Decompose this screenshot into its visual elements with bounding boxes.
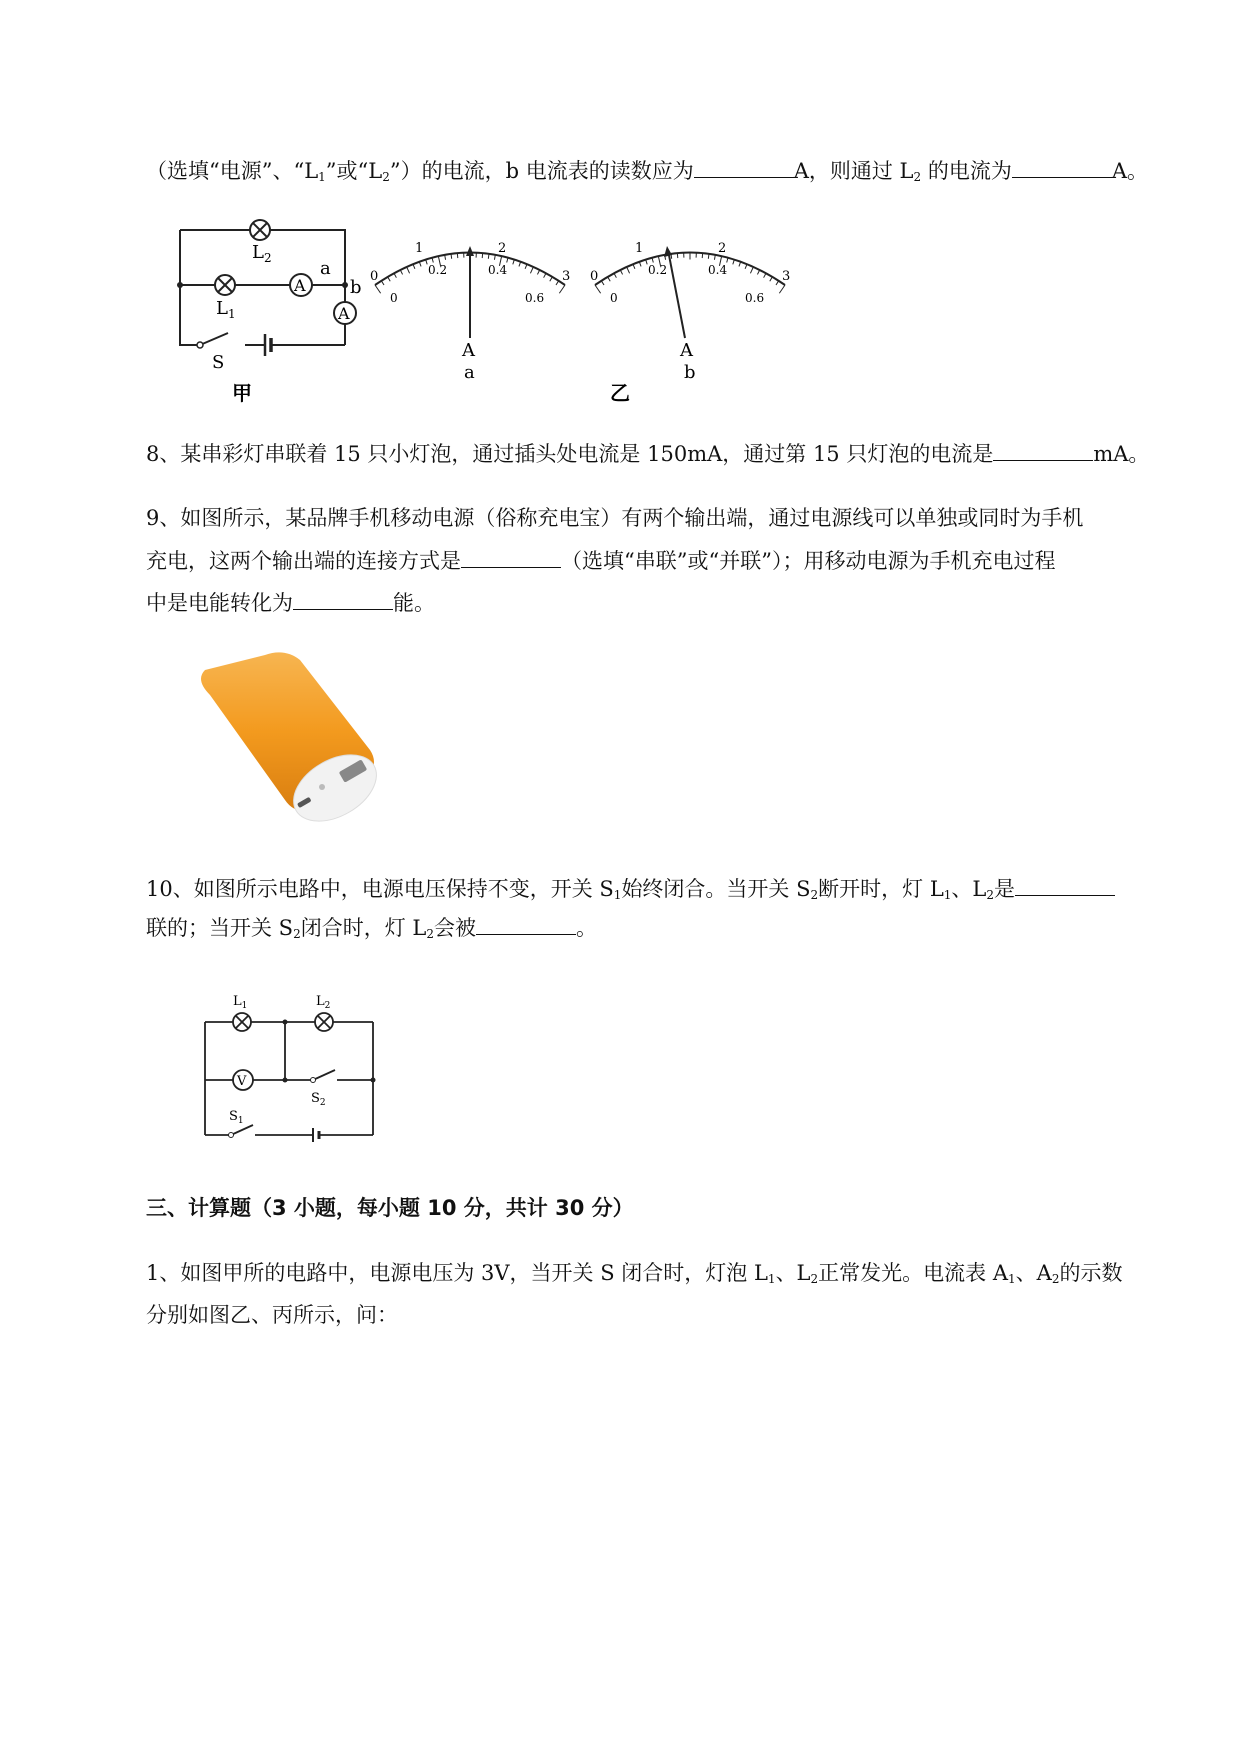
- dial-tick: [388, 277, 391, 281]
- q7-figure: [170, 210, 830, 410]
- svg-text:0: 0: [370, 269, 379, 284]
- svg-text:0.4: 0.4: [708, 263, 728, 277]
- dial-tick: [608, 277, 611, 281]
- dial-tick: [544, 273, 546, 277]
- q7-circuit: [180, 220, 356, 356]
- q10-switch-S1-label: $S_1$: [229, 1109, 244, 1126]
- svg-text:0.2: 0.2: [428, 263, 448, 277]
- ammeter-label: A: [338, 304, 350, 323]
- dial-tick: [614, 273, 616, 277]
- question-10-line2: 联的；当开关 $S_2$闭合时，灯 $L_2$会被 。: [146, 912, 597, 949]
- dial-tick: [601, 281, 604, 285]
- dial-tick: [708, 254, 709, 259]
- switch-S-label: S: [212, 352, 225, 373]
- q10-lamp-L1-label: $L_1$: [233, 994, 248, 1011]
- q7-text-line: （选填“电源”、“$L_1$”或“$L_2$”）的电流，b 电流表的读数应为 A，则通过 $L_2$ 的电流为 A。: [146, 155, 1148, 192]
- dial-tick: [375, 285, 381, 293]
- dial-tick: [620, 270, 622, 274]
- dial-a-name: a: [464, 362, 475, 383]
- figure-label-jia: 甲: [232, 381, 252, 405]
- dial-tick: [776, 281, 779, 285]
- dial-tick: [530, 267, 533, 273]
- svg-text:A: A: [462, 340, 475, 361]
- svg-text:3: 3: [562, 269, 571, 284]
- svg-text:0: 0: [390, 291, 398, 305]
- dial-tick: [750, 267, 753, 273]
- ammeter-dial-b: [590, 241, 790, 383]
- svg-text:3: 3: [782, 269, 791, 284]
- dial-tick: [394, 273, 396, 277]
- svg-text:0.4: 0.4: [488, 263, 508, 277]
- dial-tick: [451, 254, 452, 259]
- svg-text:0.6: 0.6: [745, 291, 765, 305]
- q10-switch-S2-label: $S_2$: [311, 1091, 326, 1108]
- lamp-L2-label: $L_2$: [252, 242, 272, 265]
- svg-text:V: V: [237, 1074, 247, 1089]
- answer-blank: [293, 587, 393, 610]
- svg-text:0.6: 0.6: [525, 291, 545, 305]
- svg-text:2: 2: [718, 241, 727, 256]
- question-9-line3: 中是电能转化为 能。: [146, 587, 435, 618]
- ammeter-dial-a: [370, 241, 570, 383]
- svg-text:0: 0: [610, 291, 618, 305]
- dial-tick: [400, 270, 402, 274]
- node-a-label: a: [320, 258, 331, 279]
- question-10-line1: 10、如图所示电路中，电源电压保持不变，开关 $S_1$始终闭合。当开关 $S_2$断开时，灯 $L_1$、$L_2$是: [146, 873, 1115, 910]
- svg-text:A: A: [680, 340, 693, 361]
- dial-tick: [556, 281, 559, 285]
- section-3-heading: 三、计算题（3 小题，每小题 10 分，共计 30 分）: [146, 1196, 634, 1220]
- question-9-line2: 充电，这两个输出端的连接方式是 （选填“串联”或“并联”）；用移动电源为手机充电过程: [146, 545, 1055, 576]
- node-b-label: b: [350, 277, 362, 298]
- svg-text:2: 2: [498, 241, 507, 256]
- dial-tick: [595, 285, 601, 293]
- question-9-line1: 9、如图所示，某品牌手机移动电源（俗称充电宝）有两个输出端，通过电源线可以单独或同时为手机: [146, 506, 1084, 530]
- question-8: 8、某串彩灯串联着 15 只小灯泡，通过插头处电流是 150mA，通过第 15 只灯泡的电流是 mA。: [146, 438, 1149, 469]
- svg-text:0: 0: [590, 269, 599, 284]
- svg-text:0.2: 0.2: [648, 263, 668, 277]
- svg-text:1: 1: [635, 241, 644, 256]
- dial-tick: [757, 270, 759, 274]
- ammeter-label: A: [294, 276, 306, 295]
- dial-tick: [770, 277, 773, 281]
- q10-lamp-L2-label: $L_2$: [316, 994, 331, 1011]
- answer-blank: [1012, 155, 1112, 178]
- power-bank-image: [185, 650, 395, 825]
- q10-circuit: [185, 985, 400, 1145]
- dial-tick: [407, 267, 410, 273]
- answer-blank: [694, 155, 794, 178]
- dial-b-name: b: [684, 362, 696, 383]
- calc-1-line2: 分别如图乙、丙所示，问：: [146, 1303, 398, 1327]
- lamp-L1-label: $L_1$: [216, 298, 236, 321]
- answer-blank: [993, 438, 1093, 461]
- dial-tick: [559, 285, 565, 293]
- dial-tick: [381, 281, 384, 285]
- figure-label-yi: 乙: [610, 381, 630, 405]
- answer-blank: [476, 912, 576, 935]
- answer-blank: [1015, 873, 1115, 896]
- svg-text:1: 1: [415, 241, 424, 256]
- calc-1-line1: 1、如图甲所的电路中，电源电压为 3V，当开关 S 闭合时，灯泡 $L_1$、$L_2$正常发光。电流表 $A_1$、$A_2$的示数: [146, 1261, 1123, 1286]
- dial-tick: [779, 285, 785, 293]
- dial-tick: [627, 267, 630, 273]
- dial-tick: [488, 254, 489, 259]
- dial-tick: [764, 273, 766, 277]
- dial-tick: [537, 270, 539, 274]
- dial-tick: [550, 277, 553, 281]
- answer-blank: [461, 545, 561, 568]
